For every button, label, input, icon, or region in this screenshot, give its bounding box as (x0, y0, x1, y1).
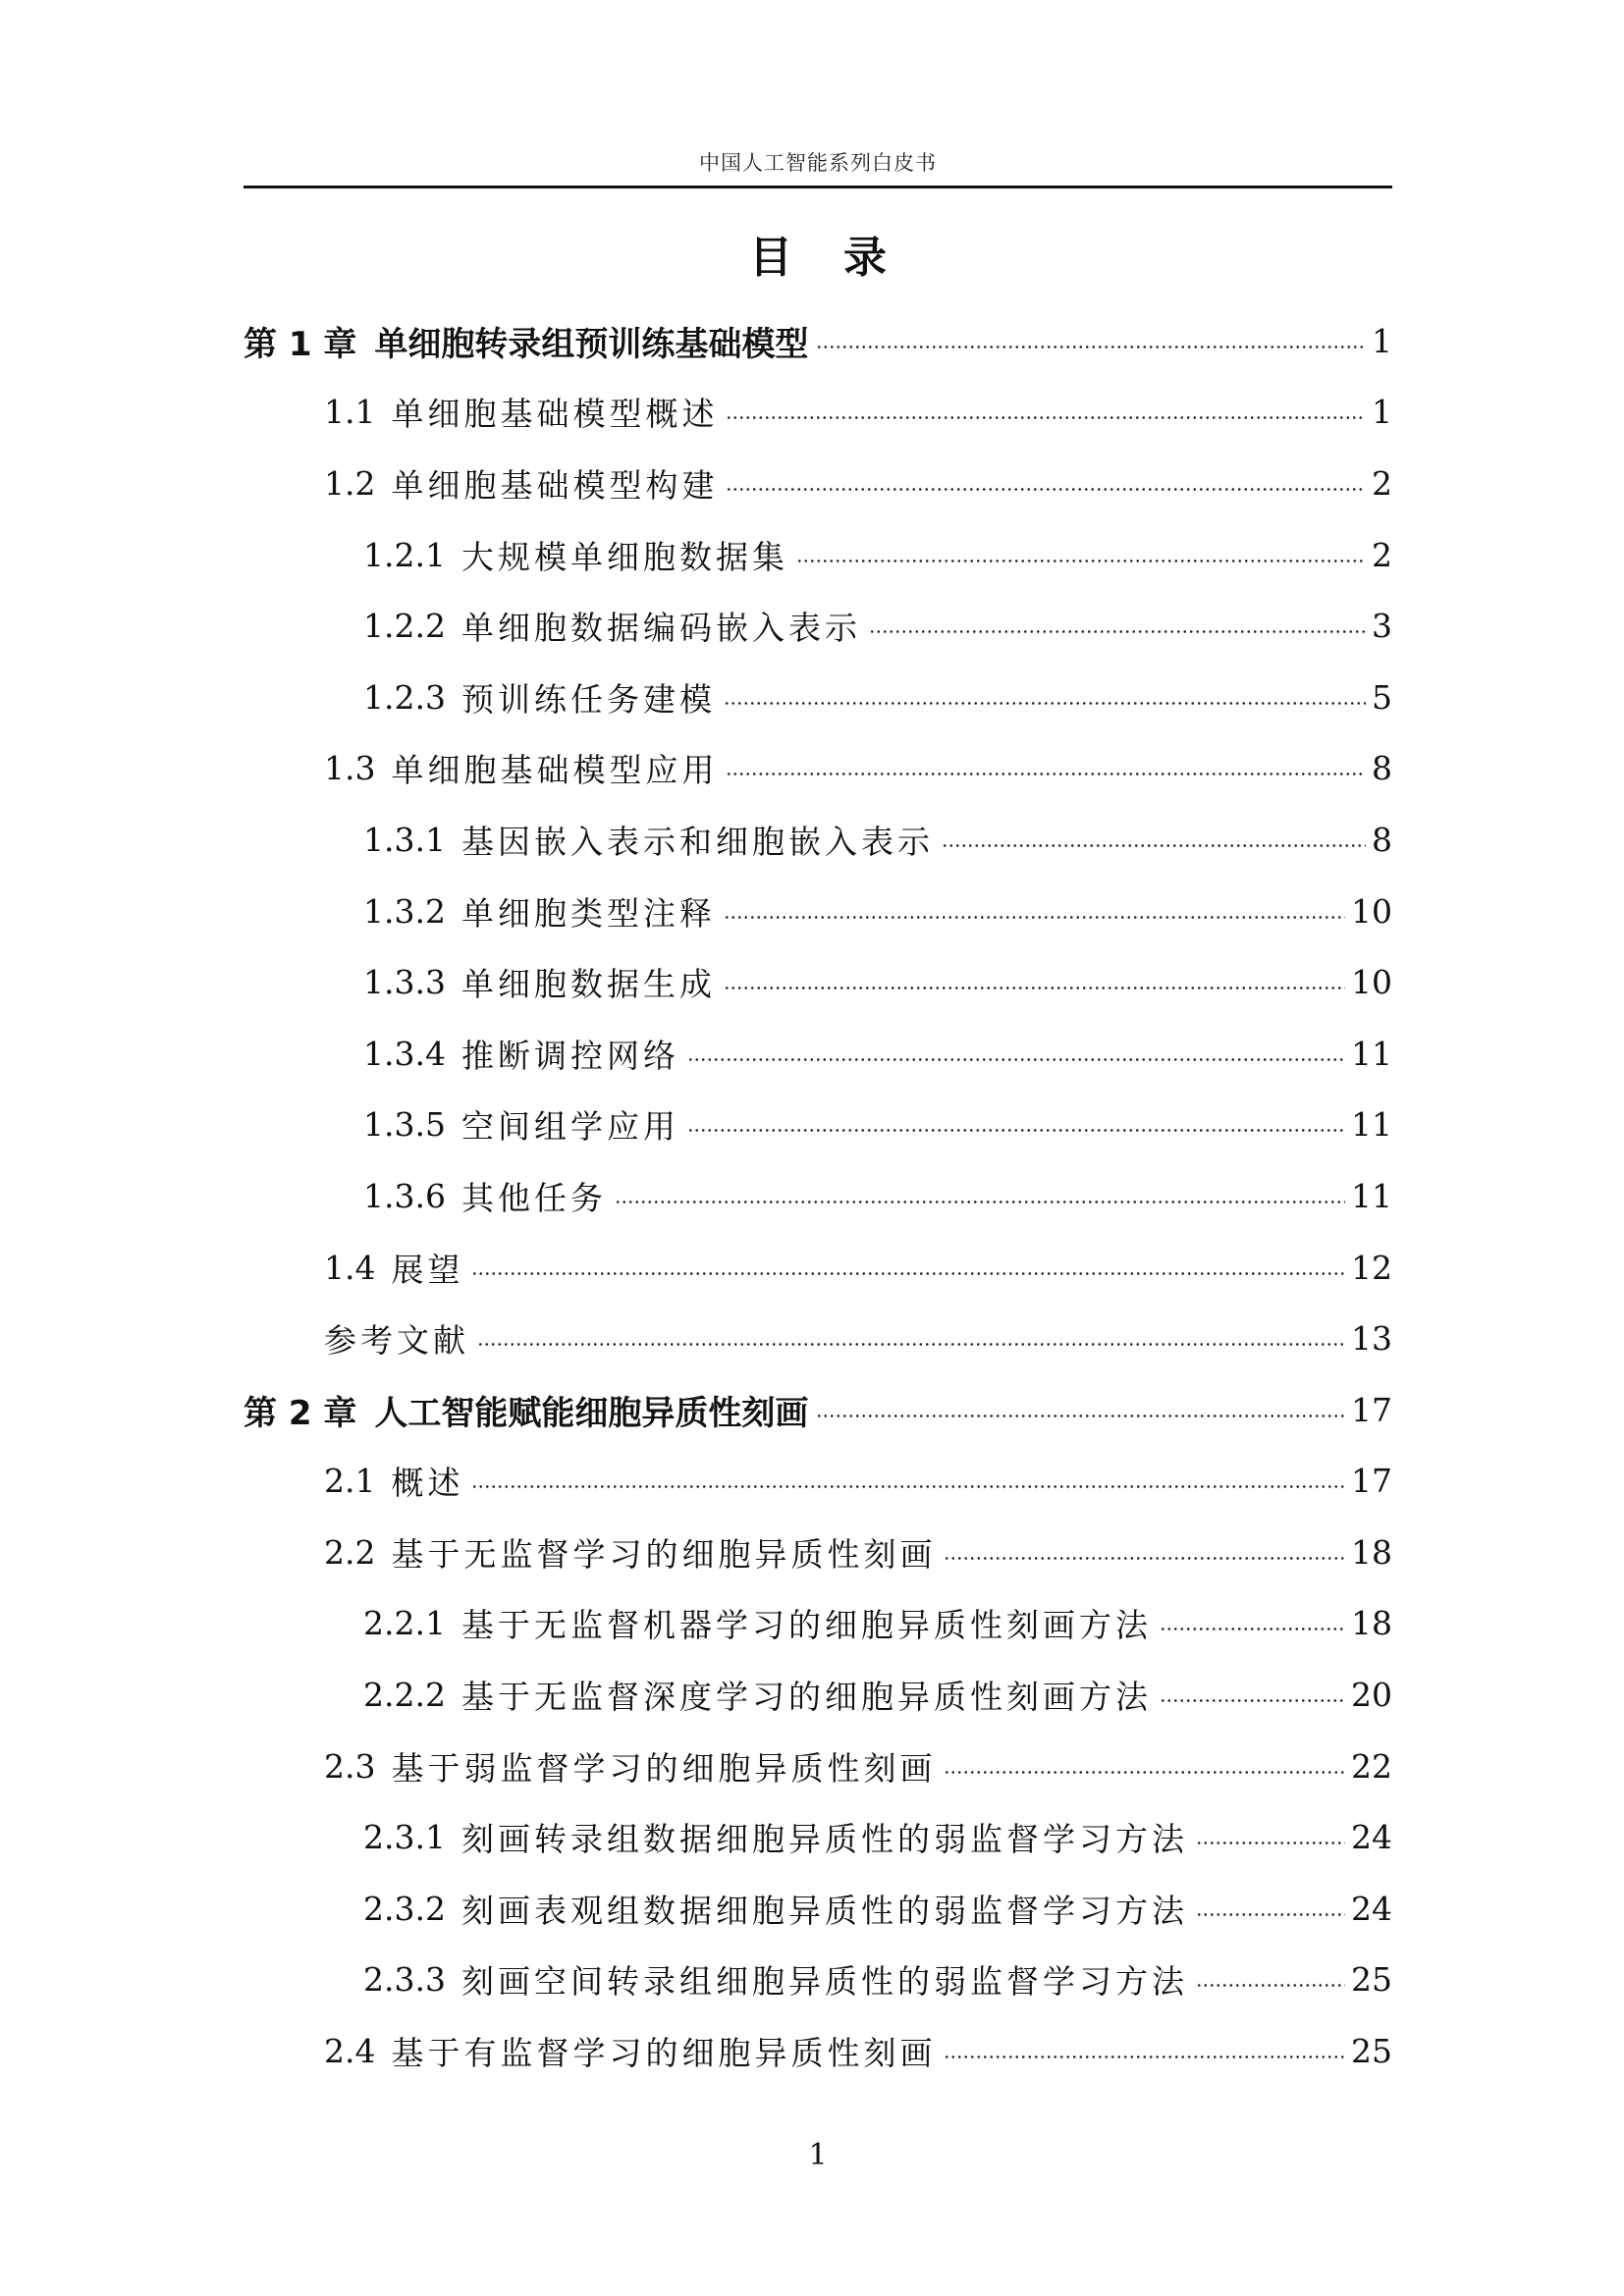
toc-entry-title: 大规模单细胞数据集 (460, 537, 788, 576)
toc-entry-page: 13 (1351, 1319, 1392, 1359)
toc-entry-title: 单细胞类型注释 (460, 893, 716, 933)
toc-dot-leader (615, 1201, 1345, 1203)
toc-dot-leader (687, 1058, 1345, 1061)
toc-entry-title: 刻画空间转录组细胞异质性的弱监督学习方法 (460, 1962, 1188, 2002)
toc-entry-title: 基于有监督学习的细胞异质性刻画 (391, 2034, 937, 2073)
toc-entry-page: 12 (1351, 1248, 1392, 1287)
toc-entry-page: 8 (1372, 820, 1392, 859)
toc-entry-number: 1.2 (324, 463, 376, 503)
toc-entry-page: 1 (1372, 393, 1392, 432)
toc-dot-leader (944, 1771, 1345, 1774)
toc-dot-leader (726, 416, 1366, 419)
toc-entry-number: 2.2 (324, 1532, 376, 1572)
toc-entry-title: 单细胞基础模型构建 (391, 465, 719, 505)
toc-entry-number: 2.2.1 (363, 1604, 446, 1643)
toc-dot-leader (1160, 1699, 1345, 1702)
toc-dot-leader (816, 1415, 1345, 1417)
toc-entry-page: 18 (1351, 1532, 1392, 1572)
toc-entry[interactable] (244, 448, 1392, 519)
toc-entry-title: 基于无监督机器学习的细胞异质性刻画方法 (460, 1606, 1152, 1645)
toc-entry-page: 25 (1351, 1960, 1392, 2000)
toc-entry[interactable] (244, 1018, 1392, 1090)
running-header: 中国人工智能系列白皮书 (699, 151, 937, 175)
toc-entry-page: 5 (1372, 677, 1392, 717)
toc-entry-number: 1.3.1 (363, 820, 446, 859)
toc-entry-page: 11 (1351, 1034, 1392, 1073)
toc-dot-leader (869, 630, 1366, 633)
toc-entry-page: 22 (1351, 1746, 1392, 1786)
toc-title: 目录 (749, 233, 938, 283)
toc-entry[interactable] (244, 377, 1392, 449)
toc-entry-page: 11 (1351, 1105, 1392, 1145)
toc-entry-page: 2 (1372, 535, 1392, 574)
toc-dot-leader (1196, 1842, 1345, 1844)
toc-entry-title: 基于弱监督学习的细胞异质性刻画 (391, 1748, 937, 1788)
toc-dot-leader (816, 346, 1366, 348)
toc-entry[interactable] (244, 1446, 1392, 1518)
toc-entry-number: 1.3.6 (363, 1176, 446, 1215)
toc-dot-leader (1196, 1984, 1345, 1987)
toc-entry-page: 24 (1351, 1889, 1392, 1928)
toc-entry[interactable] (244, 662, 1392, 733)
toc-dot-leader (471, 1272, 1345, 1275)
toc-entry-title: 基因嵌入表示和细胞嵌入表示 (460, 822, 934, 861)
toc-entry[interactable] (244, 1731, 1392, 1802)
toc-entry-page: 18 (1351, 1604, 1392, 1643)
toc-entry[interactable] (244, 1160, 1392, 1232)
toc-entry-page: 11 (1351, 1176, 1392, 1215)
toc-entry-page: 17 (1351, 1462, 1392, 1501)
toc-entry-number: 2.2.2 (363, 1676, 446, 1715)
toc-entry-title: 单细胞数据编码嵌入表示 (460, 609, 861, 648)
toc-entry-title: 刻画转录组数据细胞异质性的弱监督学习方法 (460, 1820, 1188, 1859)
toc-entry-number: 1.2.3 (363, 677, 446, 717)
page-number: 1 (808, 2138, 828, 2172)
toc-entry-number: 1.3.5 (363, 1105, 446, 1145)
toc-entry[interactable] (244, 733, 1392, 805)
toc-entry-title: 人工智能赋能细胞异质性刻画 (374, 1393, 809, 1433)
toc-entry[interactable] (244, 1873, 1392, 1945)
toc-entry[interactable] (244, 804, 1392, 876)
toc-entry-number: 第 2 章 (244, 1393, 357, 1433)
toc-dot-leader (687, 1129, 1345, 1132)
toc-entry-title: 单细胞基础模型概述 (391, 395, 719, 434)
toc-entry[interactable] (244, 2015, 1392, 2087)
toc-dot-leader (724, 702, 1366, 705)
toc-entry-number: 1.2.2 (363, 607, 446, 646)
toc-entry-number: 1.2.1 (363, 535, 446, 574)
toc-entry-page: 20 (1351, 1676, 1392, 1715)
toc-entry-number: 2.1 (324, 1462, 376, 1501)
toc-dot-leader (942, 844, 1366, 847)
toc-dot-leader (724, 987, 1345, 989)
toc-entry-title: 基于无监督深度学习的细胞异质性刻画方法 (460, 1678, 1152, 1717)
toc-entry[interactable] (244, 946, 1392, 1018)
toc-entry-number: 2.3.2 (363, 1889, 446, 1928)
toc-entry-number: 第 1 章 (244, 324, 357, 364)
toc-entry-number: 1.1 (324, 393, 376, 432)
toc-entry-number: 2.3.1 (363, 1818, 446, 1857)
toc-entry-title: 预训练任务建模 (460, 679, 716, 719)
toc-entry[interactable] (244, 519, 1392, 591)
toc-entry[interactable] (244, 1517, 1392, 1588)
toc-entry-title: 刻画表观组数据细胞异质性的弱监督学习方法 (460, 1891, 1188, 1930)
toc-dot-leader (726, 773, 1366, 775)
toc-entry-number: 2.3.3 (363, 1960, 446, 2000)
toc-entry[interactable] (244, 1659, 1392, 1731)
header-rule (244, 186, 1392, 188)
toc-entry-number: 1.3.3 (363, 963, 446, 1002)
toc-entry-page: 25 (1351, 2032, 1392, 2071)
toc-entry[interactable] (244, 1945, 1392, 2016)
toc-entry[interactable] (244, 1801, 1392, 1873)
toc-entry-number: 1.3.4 (363, 1034, 446, 1073)
toc-entry-page: 2 (1372, 463, 1392, 503)
toc-entry[interactable] (244, 1303, 1392, 1374)
toc-entry[interactable] (244, 1588, 1392, 1660)
toc-entry-number: 1.3.2 (363, 891, 446, 931)
toc-dot-leader (726, 488, 1366, 491)
toc-dot-leader (724, 916, 1345, 919)
toc-entry-title: 单细胞转录组预训练基础模型 (374, 324, 809, 364)
toc-entry-title: 展望 (391, 1250, 464, 1289)
toc-entry-title: 单细胞基础模型应用 (391, 751, 719, 790)
toc-entry-title: 其他任务 (460, 1178, 607, 1217)
toc-list (244, 305, 1392, 2087)
toc-entry-title: 概述 (391, 1464, 464, 1503)
toc-entry-page: 24 (1351, 1818, 1392, 1857)
toc-entry-page: 3 (1372, 607, 1392, 646)
toc-dot-leader (944, 2056, 1345, 2058)
toc-entry-title: 参考文献 (324, 1321, 469, 1361)
toc-entry-number: 2.3 (324, 1746, 376, 1786)
toc-chapter-entry[interactable] (244, 305, 1392, 377)
toc-dot-leader (477, 1343, 1345, 1346)
toc-entry-number: 1.3 (324, 749, 376, 788)
toc-dot-leader (1196, 1913, 1345, 1916)
toc-entry-title: 单细胞数据生成 (460, 965, 716, 1004)
toc-entry[interactable] (244, 590, 1392, 662)
toc-dot-leader (944, 1557, 1345, 1560)
toc-entry-title: 空间组学应用 (460, 1107, 679, 1147)
toc-entry-page: 1 (1372, 321, 1392, 360)
toc-entry[interactable] (244, 1090, 1392, 1161)
toc-dot-leader (471, 1485, 1345, 1488)
toc-entry-page: 8 (1372, 749, 1392, 788)
toc-dot-leader (1160, 1628, 1345, 1630)
toc-entry[interactable] (244, 1232, 1392, 1304)
toc-entry[interactable] (244, 876, 1392, 947)
toc-entry-page: 17 (1351, 1390, 1392, 1429)
toc-entry-title: 推断调控网络 (460, 1036, 679, 1075)
toc-entry-page: 10 (1351, 963, 1392, 1002)
toc-entry-number: 2.4 (324, 2032, 376, 2071)
toc-entry-title: 基于无监督学习的细胞异质性刻画 (391, 1534, 937, 1574)
toc-dot-leader (796, 560, 1366, 562)
toc-entry-number: 1.4 (324, 1248, 376, 1287)
toc-chapter-entry[interactable] (244, 1374, 1392, 1446)
toc-entry-page: 10 (1351, 891, 1392, 931)
